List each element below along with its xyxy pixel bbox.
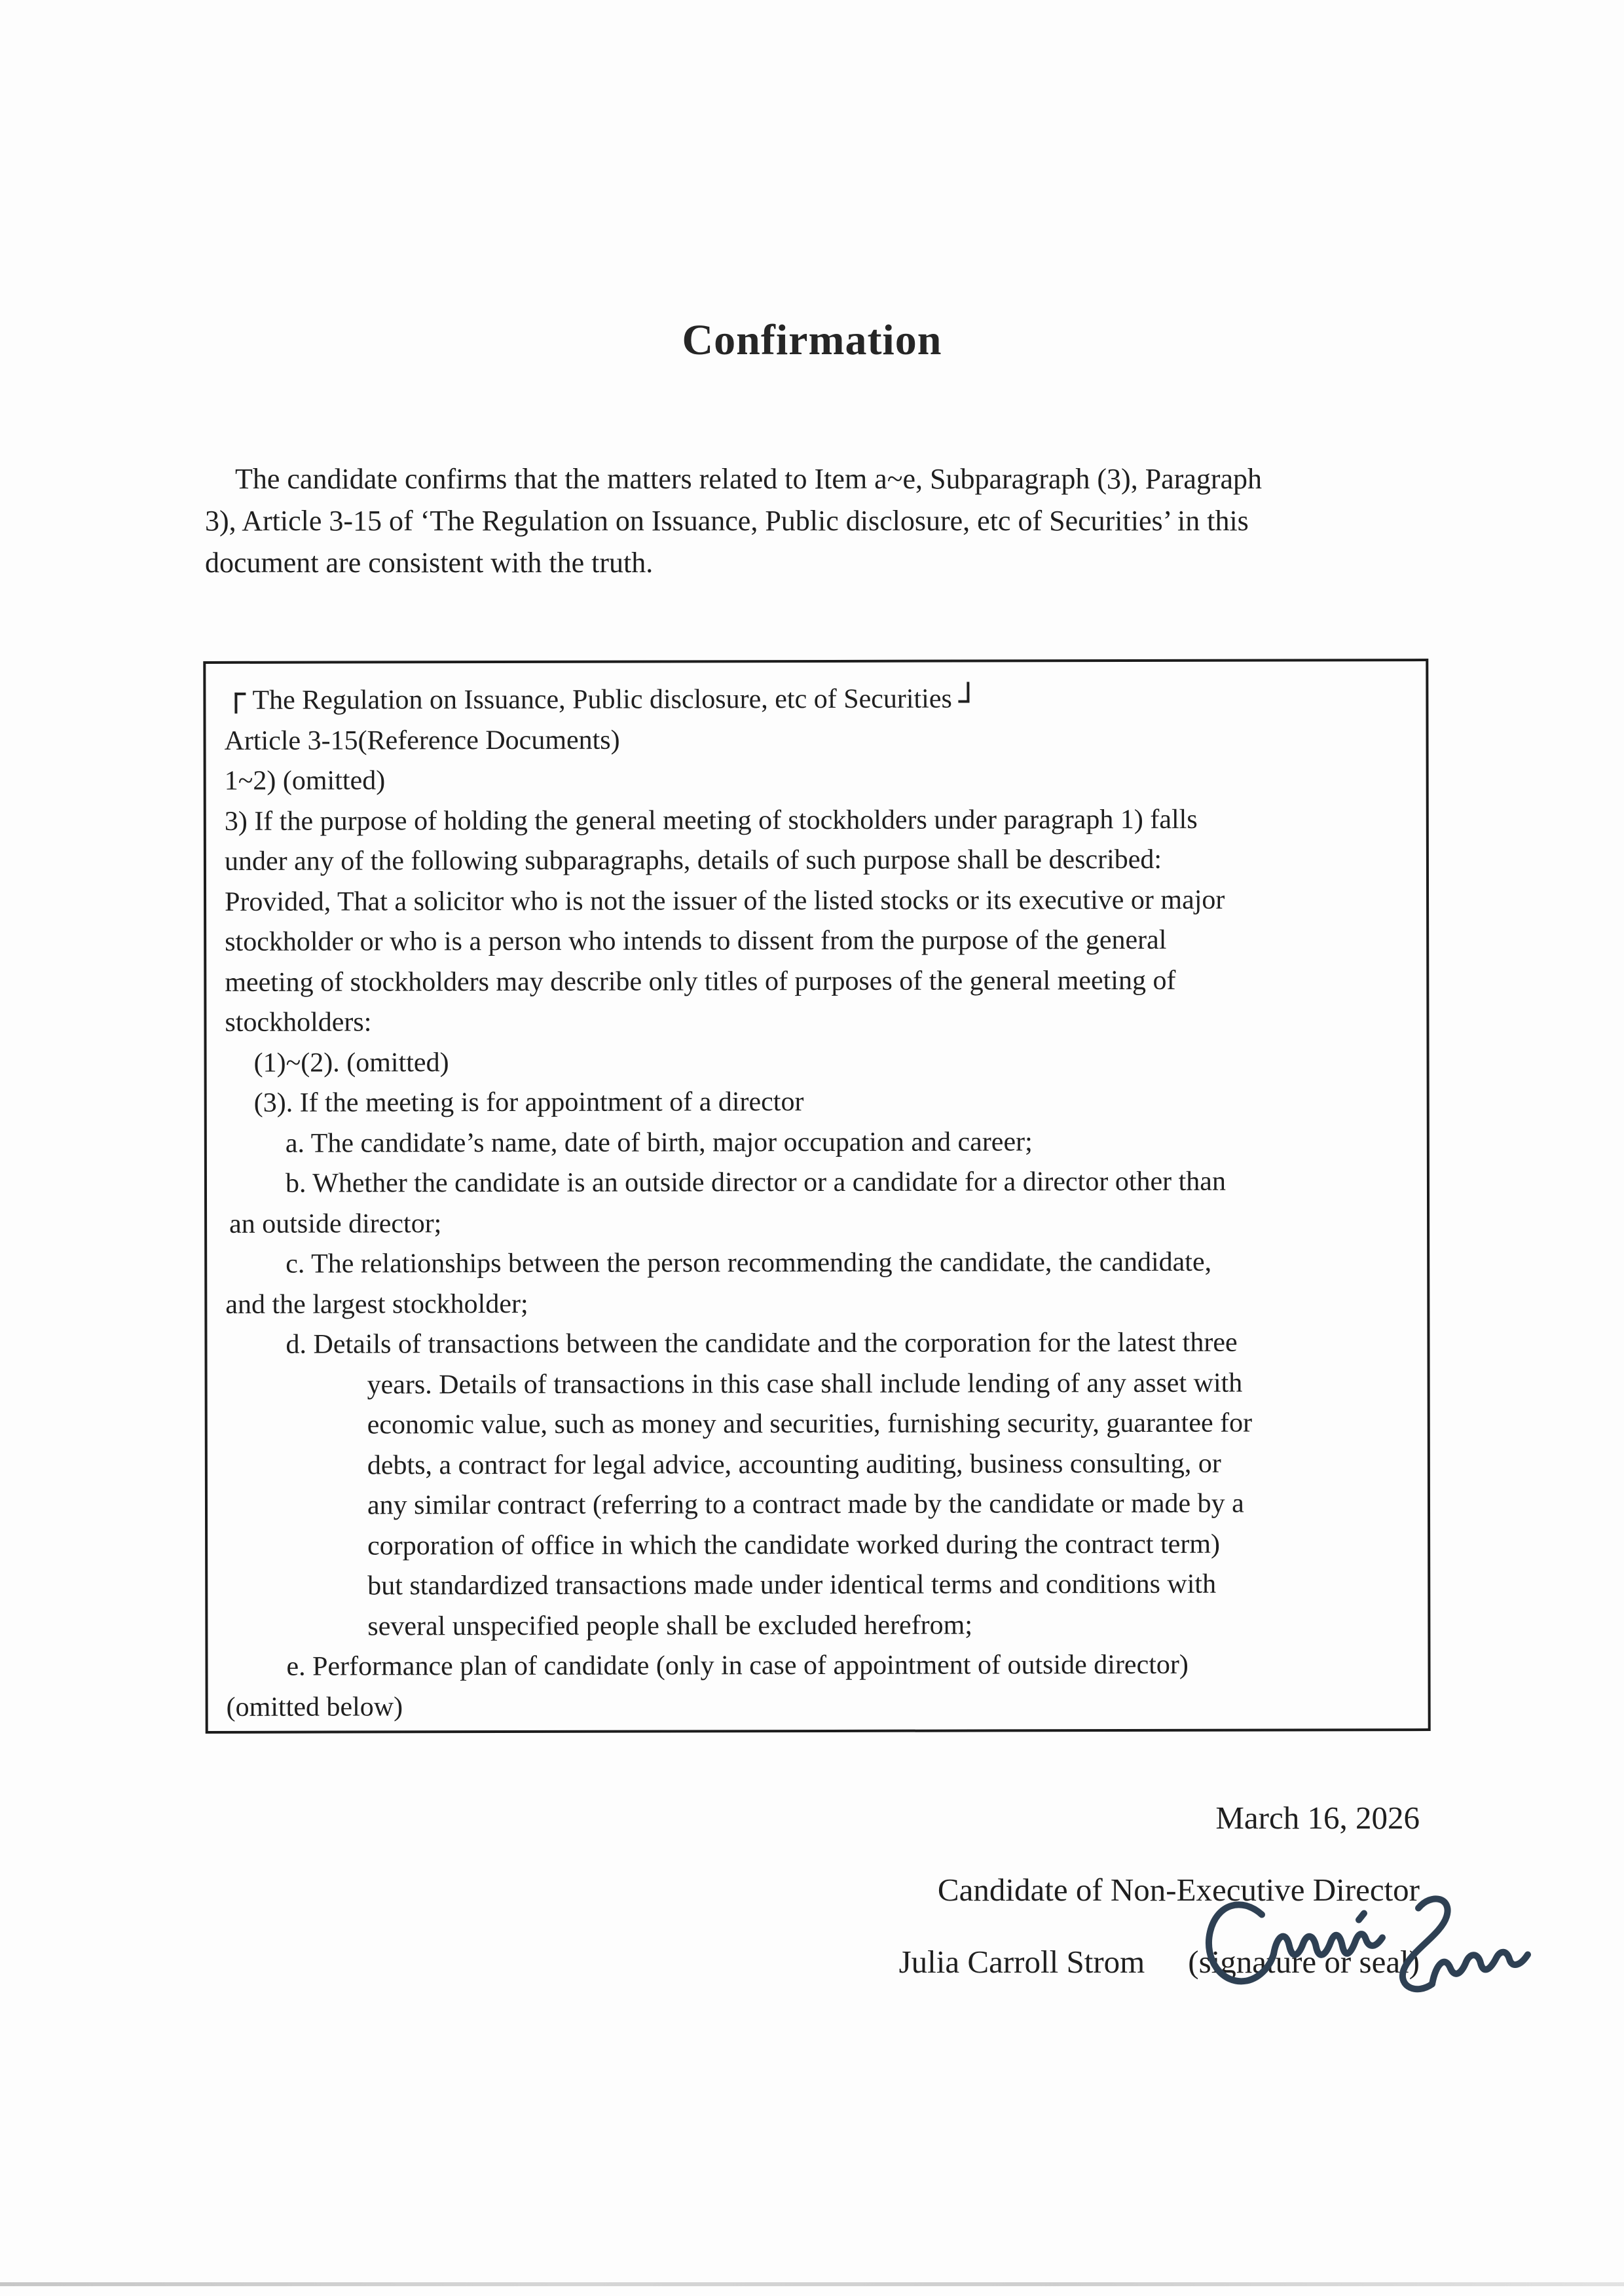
regulation-line: stockholders:	[225, 1007, 372, 1038]
regulation-line: economic value, such as money and securities, furnishing security, guarantee for	[367, 1408, 1253, 1440]
regulation-line: (3). If the meeting is for appointment of a director	[253, 1087, 804, 1118]
regulation-line: corporation of office in which the candidate worked during the contract term)	[367, 1529, 1221, 1561]
regulation-line: a. The candidate’s name, date of birth, major occupation and career;	[285, 1126, 1033, 1159]
regulation-line: meeting of stockholders may describe only titles of purposes of the general meeting of	[225, 965, 1176, 998]
regulation-line: and the largest stockholder;	[225, 1288, 528, 1320]
signature-block	[589, 1799, 1420, 1980]
intro-paragraph	[205, 458, 1423, 584]
regulation-line: any similar contract (referring to a contract made by the candidate or made by a	[367, 1488, 1244, 1521]
role-text: Candidate of Non-Executive Director	[937, 1872, 1420, 1908]
corner-bracket-open-icon	[234, 693, 246, 714]
intro-line: The candidate confirms that the matters related to Item a~e, Subparagraph (3), Paragraph	[235, 463, 1263, 495]
regulation-line: The Regulation on Issuance, Public disclosure, etc of Securities	[224, 678, 1410, 721]
scan-page-edge	[0, 2282, 1624, 2286]
corner-bracket-close-icon	[959, 682, 970, 703]
regulation-line: d. Details of transactions between the candidate and the corporation for the latest three	[286, 1327, 1238, 1360]
regulation-line: 3) If the purpose of holding the general meeting of stockholders under paragraph 1) falls	[224, 804, 1198, 837]
regulation-line: stockholder or who is a person who intends to dissent from the purpose of the general	[225, 924, 1167, 957]
regulation-line: several unspecified people shall be excluded herefrom;	[367, 1610, 973, 1641]
regulation-line: b. Whether the candidate is an outside director or a candidate for a director other than	[285, 1166, 1226, 1199]
regulation-line: c. The relationships between the person recommending the candidate, the candidate,	[286, 1247, 1212, 1279]
regulation-line: (1)~(2). (omitted)	[253, 1047, 449, 1078]
date-text: March 16, 2026	[1215, 1800, 1420, 1836]
regulation-box	[203, 659, 1430, 1734]
name-row	[589, 1943, 1420, 1980]
regulation-line: 1~2) (omitted)	[224, 765, 386, 796]
regulation-line: debts, a contract for legal advice, accounting auditing, business consulting, or	[367, 1448, 1221, 1480]
regulation-line: under any of the following subparagraphs, details of such purpose shall be described:	[224, 844, 1162, 877]
intro-line: document are consistent with the truth.	[205, 547, 654, 579]
page-title: Confirmation	[682, 316, 942, 364]
regulation-line: an outside director;	[229, 1208, 442, 1239]
regulation-line: e. Performance plan of candidate (only in case of appointment of outside director)	[286, 1649, 1189, 1682]
seal-label-text: (signature or seal)	[1188, 1944, 1420, 1980]
regulation-line: Provided, That a solicitor who is not the issuer of the listed stocks or its executive or major	[225, 884, 1225, 917]
regulation-line: Article 3-15(Reference Documents)	[224, 725, 620, 756]
intro-line: 3), Article 3-15 of ‘The Regulation on Issuance, Public disclosure, etc of Securities’ in this	[205, 505, 1249, 537]
regulation-line: (omitted below)	[226, 1691, 403, 1722]
regulation-line: but standardized transactions made under identical terms and conditions with	[367, 1569, 1217, 1601]
regulation-line: years. Details of transactions in this case shall include lending of any asset with	[367, 1368, 1243, 1400]
signer-name-text: Julia Carroll Strom	[898, 1944, 1145, 1980]
